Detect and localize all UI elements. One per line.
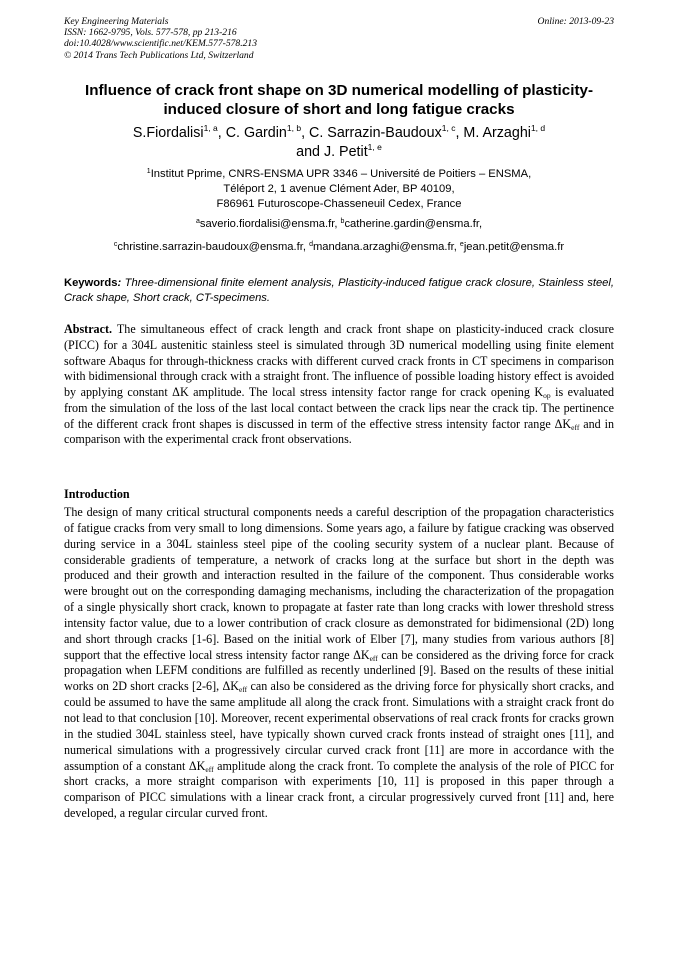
email-mark: c [113, 241, 118, 248]
email-mark: b [340, 218, 345, 225]
keywords-colon: : [117, 277, 122, 289]
email-mark: e [459, 241, 464, 248]
journal-header [64, 16, 484, 61]
keywords-text: Three-dimensional finite element analysis, Plasticity-induced fatigue crack closure, Stainless steel, Crack shape, Short crack, CT-specimens. [64, 277, 614, 304]
subscript: eff [238, 685, 248, 695]
author-affiliation-mark: 1, d [530, 123, 546, 133]
subscript: eff [205, 764, 214, 774]
author-list [60, 124, 618, 162]
author-name: C. Gardin [225, 125, 287, 141]
author-name: S.Fiordalisi [132, 125, 204, 141]
affiliation-line-1: Institut Pprime, CNRS-ENSMA UPR 3346 – Université de Poitiers – ENSMA, [150, 168, 532, 180]
abstract-paragraph [64, 322, 614, 448]
email-link[interactable]: saverio.fiordalisi@ensma.fr [199, 218, 335, 230]
author-affiliation-mark: 1, e [367, 142, 382, 152]
author-separator: and [296, 144, 324, 160]
subscript: eff [369, 653, 378, 663]
author-name: J. Petit [323, 144, 368, 160]
affiliation-line-2: Téléport 2, 1 avenue Clément Ader, BP 40109, [223, 183, 455, 195]
abstract-text: and in comparison with the experimental crack front observations. [64, 416, 614, 447]
paper-title: Influence of crack front shape on 3D numerical modelling of plasticity-induced closure of short and long fatigue cracks [84, 82, 594, 118]
journal-name: Key Engineering Materials [64, 16, 169, 27]
introduction-text: can be considered as the driving force for crack propagation when LEFM conditions are fulfilled as recently underlined [9]. Based on the results of these initial works on 2D short cracks [2-6], ΔK [64, 647, 614, 694]
introduction-text: can also be considered as the driving force for physically short cracks, and could be assumed to have the same amplitude all along the crack front. Simulations with a straight crack front do not lead to that conclusion [10]. Moreover, recent experimental observations of real crack fronts for cracks grown in the studied 304L stainless steel, have typically shown curved crack fronts instead of straight ones [11], and numerical simulations with a progressively circular curved crack front [11] are more in accordance with the assumption of a constant ΔK [64, 679, 615, 773]
email-link[interactable]: mandana.arzaghi@ensma.fr [312, 241, 454, 253]
email-link[interactable]: jean.petit@ensma.fr [463, 241, 565, 253]
author-affiliation-mark: 1, c [441, 123, 456, 133]
abstract-text: is evaluated from the simulation of the loss of the last local contact between the crack lips near the crack tip. The pertinence of the different crack front shapes is discussed in term of the effective stress intensity factor range ΔK [64, 385, 615, 431]
online-date: Online: 2013-09-23 [537, 16, 614, 27]
email-link[interactable]: christine.sarrazin-baudoux@ensma.fr [117, 241, 303, 253]
keywords-paragraph [64, 276, 614, 306]
author-separator: , [217, 125, 226, 141]
introduction-text: amplitude along the crack front. To complete the analysis of the role of PICC for short cracks, a more straight comparison with experiments [10, 11] is proposed in this paper through a comparison of PICC simulations with a linear crack front, a circular progressively curved front [11] and, here developed, a regular circular curved front. [64, 758, 614, 821]
email-line-2: $^c$christine.sarrazin-baudoux@ensma.fr, $^d$mandana.arzaghi@ensma.fr, $^e$jean.petit@ensma.fr [113, 241, 565, 253]
author-affiliation-mark: 1, b [286, 123, 302, 133]
author-name: C. Sarrazin-Baudoux [309, 125, 442, 141]
affiliation [60, 167, 618, 212]
doi-line[interactable]: doi:10.4028/www.scientific.net/KEM.577-578.213 [64, 38, 258, 50]
affiliation-mark: 1 [146, 168, 151, 175]
affiliation-line-3: F86961 Futuroscope-Chasseneuil Cedex, France [216, 198, 462, 210]
email-link[interactable]: catherine.gardin@ensma.fr [344, 218, 479, 230]
email-line-1: $^a$saverio.fiordalisi@ensma.fr, $^b$catherine.gardin@ensma.fr, [195, 218, 483, 230]
subscript: eff [571, 422, 580, 432]
author-separator: , [301, 125, 310, 141]
abstract-label: Abstract. [64, 322, 113, 336]
introduction-paragraph [64, 505, 614, 822]
email-mark: d [309, 241, 313, 248]
email-mark: a [195, 218, 200, 225]
author-name: M. Arzaghi [463, 125, 531, 141]
issn-line: ISSN: 1662-9795, Vols. 577-578, pp 213-216 [64, 27, 237, 39]
keywords-label: Keywords [64, 277, 118, 289]
introduction-text: The design of many critical structural components needs a careful description of the propagation characteristics of fatigue cracks from very small to long dimensions. Some years ago, a failure by fatigue cracking was observed during service in a 304L stainless steel pipe of the cooling security system of a nuclear plant. Because of considerable gradients of temperature, a network of cracks long at the surface but short in the depth was produced and their growth and interaction resulted in the failure of the component. Thus considerable works were brought out on the corresponding damaging mechanisms, including the characterization of the propagation of a single physically short crack, known to propagate at faster rate than long cracks with lower threshold stress intensity factor value, due to a lower contribution of crack closure as demonstrated for bidimensional (2D) long and short through cracks [1-6]. Based on the initial work of Elber [7], many studies from various authors [8] support that the effective local stress intensity factor range ΔK [64, 505, 614, 662]
author-separator: , [455, 125, 464, 141]
subscript: op [543, 391, 551, 400]
abstract-text: The simultaneous effect of crack length and crack front shape on plasticity-induced crack closure (PICC) for a 304L austenitic stainless steel is simulated through 3D numerical modelling using finite element software Abaqus for through-thickness cracks with different curved crack fronts in CT specimens in comparison with bidimensional through crack with a straight front. The influence of possible loading history effect is avoided by applying constant ΔK amplitude. The local stress intensity factor range for crack opening K [64, 322, 614, 399]
introduction-heading: Introduction [64, 487, 130, 501]
copyright-line: © 2014 Trans Tech Publications Ltd, Switzerland [64, 49, 254, 61]
author-affiliation-mark: 1, a [203, 123, 218, 133]
